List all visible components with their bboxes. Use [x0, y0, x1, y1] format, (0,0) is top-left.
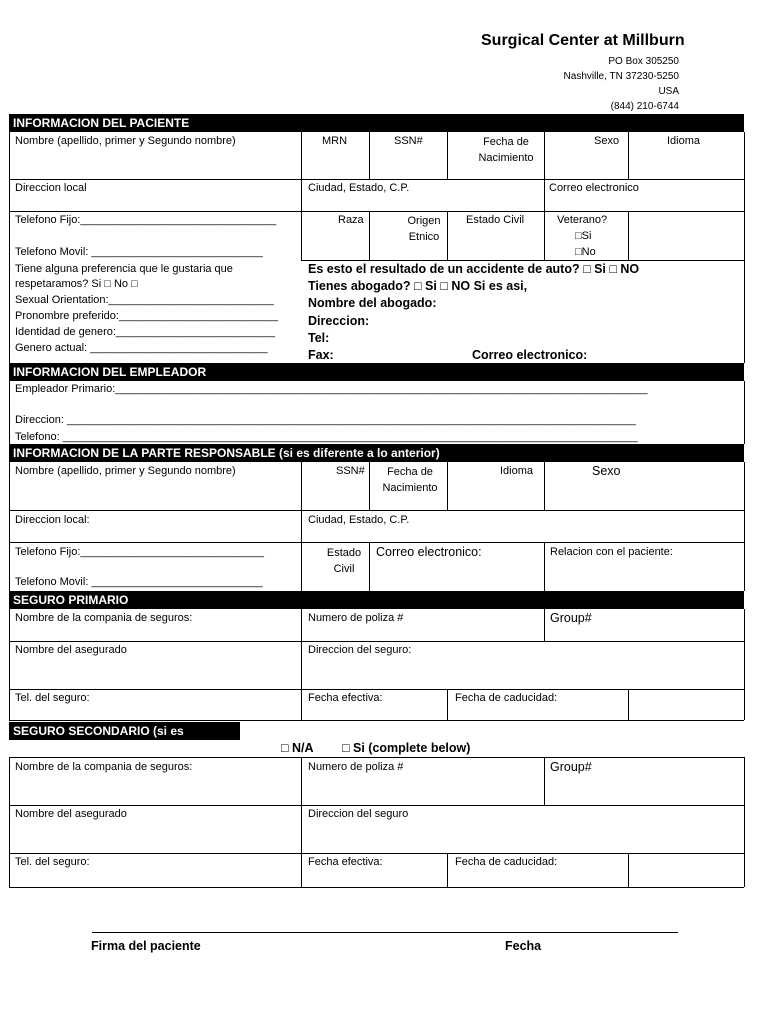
ins1-group-field[interactable]: Group# [550, 611, 592, 625]
address-line: PO Box 305250 [608, 56, 679, 67]
mobile-field[interactable]: Telefono Movil: ____________________________ [15, 246, 263, 258]
address-line: USA [658, 86, 679, 97]
ins2-effective-field[interactable]: Fecha efectiva: [308, 856, 383, 868]
lawyer-phone-field[interactable]: Tel: [308, 331, 330, 345]
orientation-field[interactable]: Sexual Orientation:___________________________ [15, 294, 274, 306]
ins2-policy-field[interactable]: Numero de poliza # [308, 761, 404, 773]
ins2-phone-field[interactable]: Tel. del seguro: [15, 856, 90, 868]
signature-line[interactable] [92, 932, 678, 933]
preference-checkboxes[interactable]: respetaramos? Si □ No □ [15, 278, 138, 290]
employer-address-field[interactable]: Direccion: _____________________________________________________________________________________________ [15, 414, 636, 426]
resp-address-field[interactable]: Direccion local: [15, 514, 90, 526]
mrn-field[interactable]: MRN [322, 135, 348, 147]
phone-field[interactable]: Telefono Fijo:________________________________ [15, 214, 277, 226]
ins1-address-field[interactable]: Direccion del seguro: [308, 644, 412, 656]
employer-phone-field[interactable]: Telefono: ______________________________________________________________________________________________ [15, 431, 638, 443]
section-header-secondary-insurance: SEGURO SECONDARIO (si es aplicable) [9, 722, 240, 740]
resp-ssn-field[interactable]: SSN# [336, 465, 365, 477]
accident-question[interactable]: Es esto el resultado de un accidente de auto? □ Si □ NO [308, 262, 640, 276]
section-header-primary-insurance: SEGURO PRIMARIO [9, 591, 744, 609]
address-line: (844) 210-6744 [610, 101, 679, 112]
employer-field[interactable]: Empleador Primario:_______________________________________________________________________________________ [15, 383, 648, 395]
section-header-responsible: INFORMACION DE LA PARTE RESPONSABLE (si es diferente a lo anterior) [9, 444, 744, 462]
dob-field[interactable]: Fecha de Nacimiento [478, 136, 534, 164]
lawyer-address-field[interactable]: Direccion: [308, 314, 370, 328]
resp-relation-field[interactable]: Relacion con el paciente: [550, 546, 673, 558]
patient-name-field[interactable]: Nombre (apellido, primer y Segundo nombre) [15, 135, 236, 147]
clinic-title: Surgical Center at Millburn [481, 32, 685, 49]
ins1-expiry-field[interactable]: Fecha de caducidad: [455, 692, 558, 704]
resp-email-field[interactable]: Correo electronico: [376, 545, 482, 559]
section-header-patient: INFORMACION DEL PACIENTE [9, 114, 744, 132]
ins2-na-checkbox[interactable]: □ N/A [281, 741, 314, 755]
marital-field[interactable]: Estado Civil [466, 214, 525, 226]
gender-identity-field[interactable]: Identidad de genero:__________________________ [15, 326, 275, 338]
veteran-no-checkbox[interactable]: □No [575, 246, 596, 258]
ins2-insured-field[interactable]: Nombre del asegurado [15, 808, 127, 820]
resp-name-field[interactable]: Nombre (apellido, primer y Segundo nombre) [15, 465, 236, 477]
lawyer-email-field[interactable]: Correo electronico: [472, 348, 588, 362]
ins1-phone-field[interactable]: Tel. del seguro: [15, 692, 90, 704]
ethnic-field[interactable]: Origen Etnico [407, 215, 441, 243]
ins1-insured-field[interactable]: Nombre del asegurado [15, 644, 127, 656]
resp-sex-field[interactable]: Sexo [592, 464, 621, 478]
lawyer-fax-field[interactable]: Fax: [308, 348, 334, 362]
veteran-label: Veterano? [557, 214, 608, 226]
preference-question: Tiene alguna preferencia que le gustaria que [15, 263, 233, 275]
lawyer-question[interactable]: Tienes abogado? □ Si □ NO Si es asi, [308, 279, 528, 293]
clinic-address [564, 54, 679, 114]
ins2-company-field[interactable]: Nombre de la compania de seguros: [15, 761, 193, 773]
current-gender-field[interactable]: Genero actual: _____________________________ [15, 342, 268, 354]
sex-field[interactable]: Sexo [594, 135, 620, 147]
email-field[interactable]: Correo electronico [549, 182, 639, 194]
ssn-field[interactable]: SSN# [394, 135, 423, 147]
resp-mobile-field[interactable]: Telefono Movil: ____________________________ [15, 576, 263, 588]
address-line: Nashville, TN 37230-5250 [563, 71, 679, 82]
ins1-effective-field[interactable]: Fecha efectiva: [308, 692, 383, 704]
city-field[interactable]: Ciudad, Estado, C.P. [308, 182, 410, 194]
section-header-employer: INFORMACION DEL EMPLEADOR [9, 364, 744, 381]
resp-city-field[interactable]: Ciudad, Estado, C.P. [308, 514, 410, 526]
ins2-group-field[interactable]: Group# [550, 760, 592, 774]
ins2-yes-checkbox[interactable]: □ Si (complete below) [342, 741, 471, 755]
ins1-company-field[interactable]: Nombre de la compania de seguros: [15, 612, 193, 624]
lawyer-name-field[interactable]: Nombre del abogado: [308, 296, 437, 310]
resp-phone-field[interactable]: Telefono Fijo:______________________________ [15, 546, 264, 558]
date-label: Fecha [505, 939, 542, 953]
ins1-policy-field[interactable]: Numero de poliza # [308, 612, 404, 624]
resp-language-field[interactable]: Idioma [500, 465, 534, 477]
resp-dob-field[interactable]: Fecha de Nacimiento [382, 466, 438, 494]
address-field[interactable]: Direccion local [15, 182, 87, 194]
race-field[interactable]: Raza [338, 214, 364, 226]
ins2-expiry-field[interactable]: Fecha de caducidad: [455, 856, 558, 868]
patient-signature-label: Firma del paciente [91, 939, 201, 953]
pronoun-field[interactable]: Pronombre preferido:__________________________ [15, 310, 279, 322]
language-field[interactable]: Idioma [667, 135, 701, 147]
resp-marital-field[interactable]: Estado Civil [326, 547, 362, 575]
veteran-yes-checkbox[interactable]: □Si [575, 230, 592, 242]
ins2-address-field[interactable]: Direccion del seguro [308, 808, 409, 820]
